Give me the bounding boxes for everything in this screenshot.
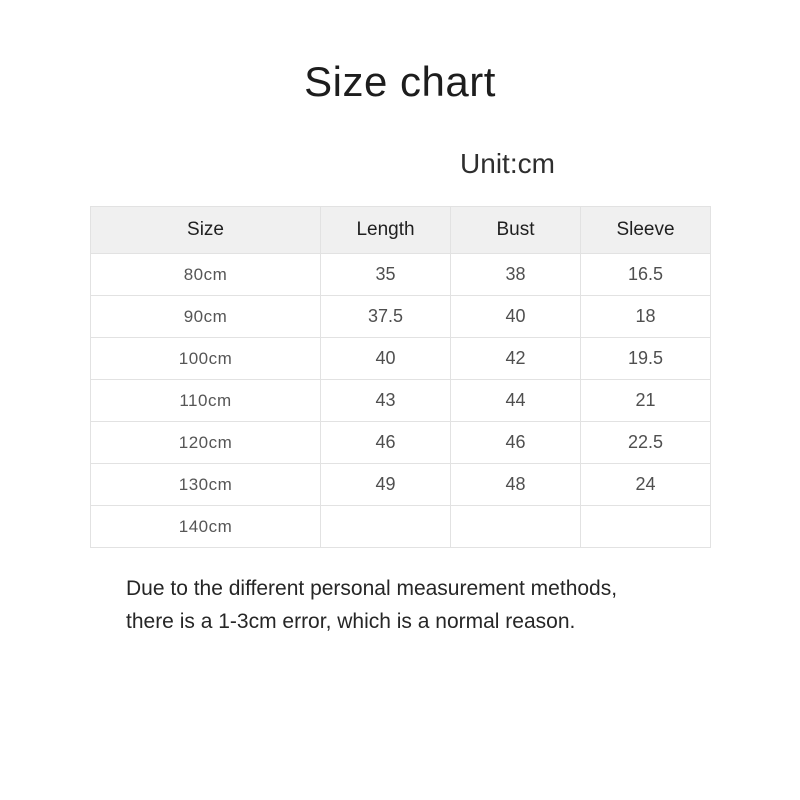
cell-sleeve: 19.5 (581, 338, 711, 380)
column-header-sleeve: Sleeve (581, 207, 711, 254)
cell-size: 80cm (91, 254, 321, 296)
cell-length: 46 (321, 422, 451, 464)
cell-bust: 38 (451, 254, 581, 296)
note-line-1: Due to the different personal measurement methods, (126, 577, 618, 600)
column-header-size: Size (91, 207, 321, 254)
cell-bust: 40 (451, 296, 581, 338)
table-row (91, 338, 711, 380)
cell-size: 120cm (91, 422, 321, 464)
cell-sleeve: 21 (581, 380, 711, 422)
cell-length (321, 506, 451, 548)
cell-bust (451, 506, 581, 548)
table-row (91, 296, 711, 338)
size-chart-table (90, 206, 711, 548)
table-row (91, 422, 711, 464)
cell-bust: 44 (451, 380, 581, 422)
note-line-2: there is a 1-3cm error, which is a normal reason. (126, 610, 576, 633)
table-row (91, 506, 711, 548)
cell-sleeve: 24 (581, 464, 711, 506)
cell-bust: 46 (451, 422, 581, 464)
table-row (91, 464, 711, 506)
cell-length: 37.5 (321, 296, 451, 338)
column-header-bust: Bust (451, 207, 581, 254)
table-header-row (91, 207, 711, 254)
table-row (91, 254, 711, 296)
measurement-note (126, 572, 726, 638)
column-header-length: Length (321, 207, 451, 254)
cell-size: 140cm (91, 506, 321, 548)
cell-size: 130cm (91, 464, 321, 506)
cell-size: 110cm (91, 380, 321, 422)
cell-length: 40 (321, 338, 451, 380)
cell-length: 35 (321, 254, 451, 296)
cell-sleeve: 18 (581, 296, 711, 338)
table-row (91, 380, 711, 422)
unit-label: Unit:cm (460, 148, 555, 179)
cell-bust: 42 (451, 338, 581, 380)
cell-sleeve: 16.5 (581, 254, 711, 296)
cell-bust: 48 (451, 464, 581, 506)
cell-size: 100cm (91, 338, 321, 380)
page-title: Size chart (304, 58, 496, 105)
cell-length: 49 (321, 464, 451, 506)
cell-size: 90cm (91, 296, 321, 338)
cell-sleeve (581, 506, 711, 548)
cell-length: 43 (321, 380, 451, 422)
cell-sleeve: 22.5 (581, 422, 711, 464)
